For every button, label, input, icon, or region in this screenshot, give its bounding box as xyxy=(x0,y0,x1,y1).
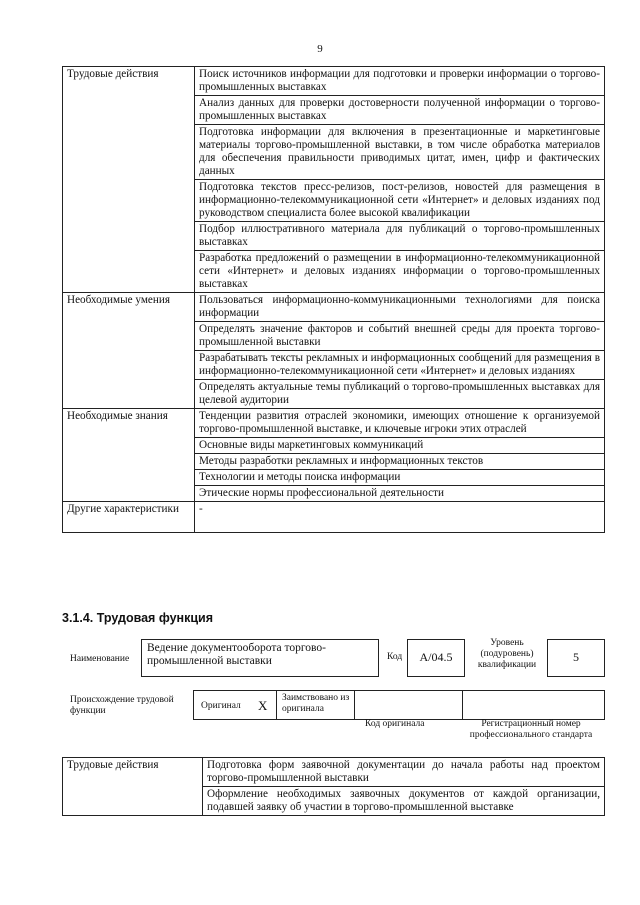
borrowed-label: Заимствовано из оригинала xyxy=(282,693,350,714)
table-cell: Основные виды маркетинговых коммуникаций xyxy=(195,438,605,454)
reg-number-caption: Регистрационный номер профессионального стандарта xyxy=(469,719,593,740)
level-value: 5 xyxy=(573,650,579,664)
table-cell: Разрабатывать тексты рекламных и информационных сообщений для размещения в информационно-телекоммуникационной сети «Интернет» и деловых изданиях xyxy=(195,351,605,380)
table-row xyxy=(63,758,605,787)
table-row xyxy=(63,67,605,96)
level-label: Уровень (подуровень) квалификации xyxy=(477,638,537,670)
row-label: Необходимые знания xyxy=(63,409,195,502)
table-cell: Оформление необходимых заявочных документов от каждой организации, подавшей заявку об участии в торгово-промышленной выставке xyxy=(203,787,605,816)
table-cell: Поиск источников информации для подготовки и проверки информации о торгово-промышленных выставках xyxy=(195,67,605,96)
level-box xyxy=(547,639,605,677)
table-cell: Подготовка текстов пресс-релизов, пост-релизов, новостей для размещения в информационно-телекоммуникационной сети «Интернет» и деловых изданиях под руководством специалиста более высокой квалификации xyxy=(195,180,605,222)
table-row xyxy=(63,409,605,438)
table-cell: Технологии и методы поиска информации xyxy=(195,470,605,486)
row-label: Необходимые умения xyxy=(63,293,195,409)
divider xyxy=(354,691,355,719)
original-label: Оригинал xyxy=(201,701,241,711)
table-cell: Анализ данных для проверки достоверности полученной информации о торгово-промышленных выставках xyxy=(195,96,605,125)
origin-code-caption: Код оригинала xyxy=(365,719,425,729)
page-number: 9 xyxy=(317,43,323,55)
original-mark: X xyxy=(258,698,268,713)
name-value: Ведение документооборота торгово-промышленной выставки xyxy=(147,642,326,667)
table-row xyxy=(63,293,605,322)
row-label: Другие характеристики xyxy=(63,502,195,533)
divider xyxy=(276,691,277,719)
divider xyxy=(462,691,463,719)
table-cell: Этические нормы профессиональной деятельности xyxy=(195,486,605,502)
table-row xyxy=(63,502,605,533)
name-box xyxy=(141,639,379,677)
code-box xyxy=(407,639,465,677)
table-cell: - xyxy=(195,502,605,533)
requirements-table xyxy=(62,66,605,533)
table-cell: Подготовка форм заявочной документации до начала работы над проектом торгово-промышленной выставки xyxy=(203,758,605,787)
row-label: Трудовые действия xyxy=(63,67,195,293)
name-label: Наименование xyxy=(70,654,130,664)
table-cell: Пользоваться информационно-коммуникационными технологиями для поиска информации xyxy=(195,293,605,322)
table-cell: Подбор иллюстративного материала для публикаций о торгово-промышленных выставках xyxy=(195,222,605,251)
function-title: 3.1.4. Трудовая функция xyxy=(62,611,214,625)
table-cell: Тенденции развития отраслей экономики, имеющих отношение к организуемой торгово-промышленной выставке, и ключевые игроки этих отраслей xyxy=(195,409,605,438)
origin-label: Происхождение трудовой функции xyxy=(70,695,174,716)
table-cell: Определять актуальные темы публикаций о торгово-промышленных выставках для целевой аудитории xyxy=(195,380,605,409)
labor-actions-table xyxy=(62,757,605,816)
table-cell: Методы разработки рекламных и информационных текстов xyxy=(195,454,605,470)
table-cell: Определять значение факторов и событий внешней среды для проекта торгово-промышленной выставки xyxy=(195,322,605,351)
code-label: Код xyxy=(387,652,403,662)
table-cell: Подготовка информации для включения в презентационные и маркетинговые материалы торгово-промышленной выставки, в том числе обработка материалов для обеспечения правильности приводимых цитат, имен, цифр и фактических данных xyxy=(195,125,605,180)
origin-box xyxy=(193,690,605,720)
table-cell: Разработка предложений о размещении в информационно-телекоммуникационной сети «Интернет» и деловых изданиях информации о торгово-промышленных выставках xyxy=(195,251,605,293)
row-label: Трудовые действия xyxy=(63,758,203,816)
code-value: A/04.5 xyxy=(419,650,453,664)
